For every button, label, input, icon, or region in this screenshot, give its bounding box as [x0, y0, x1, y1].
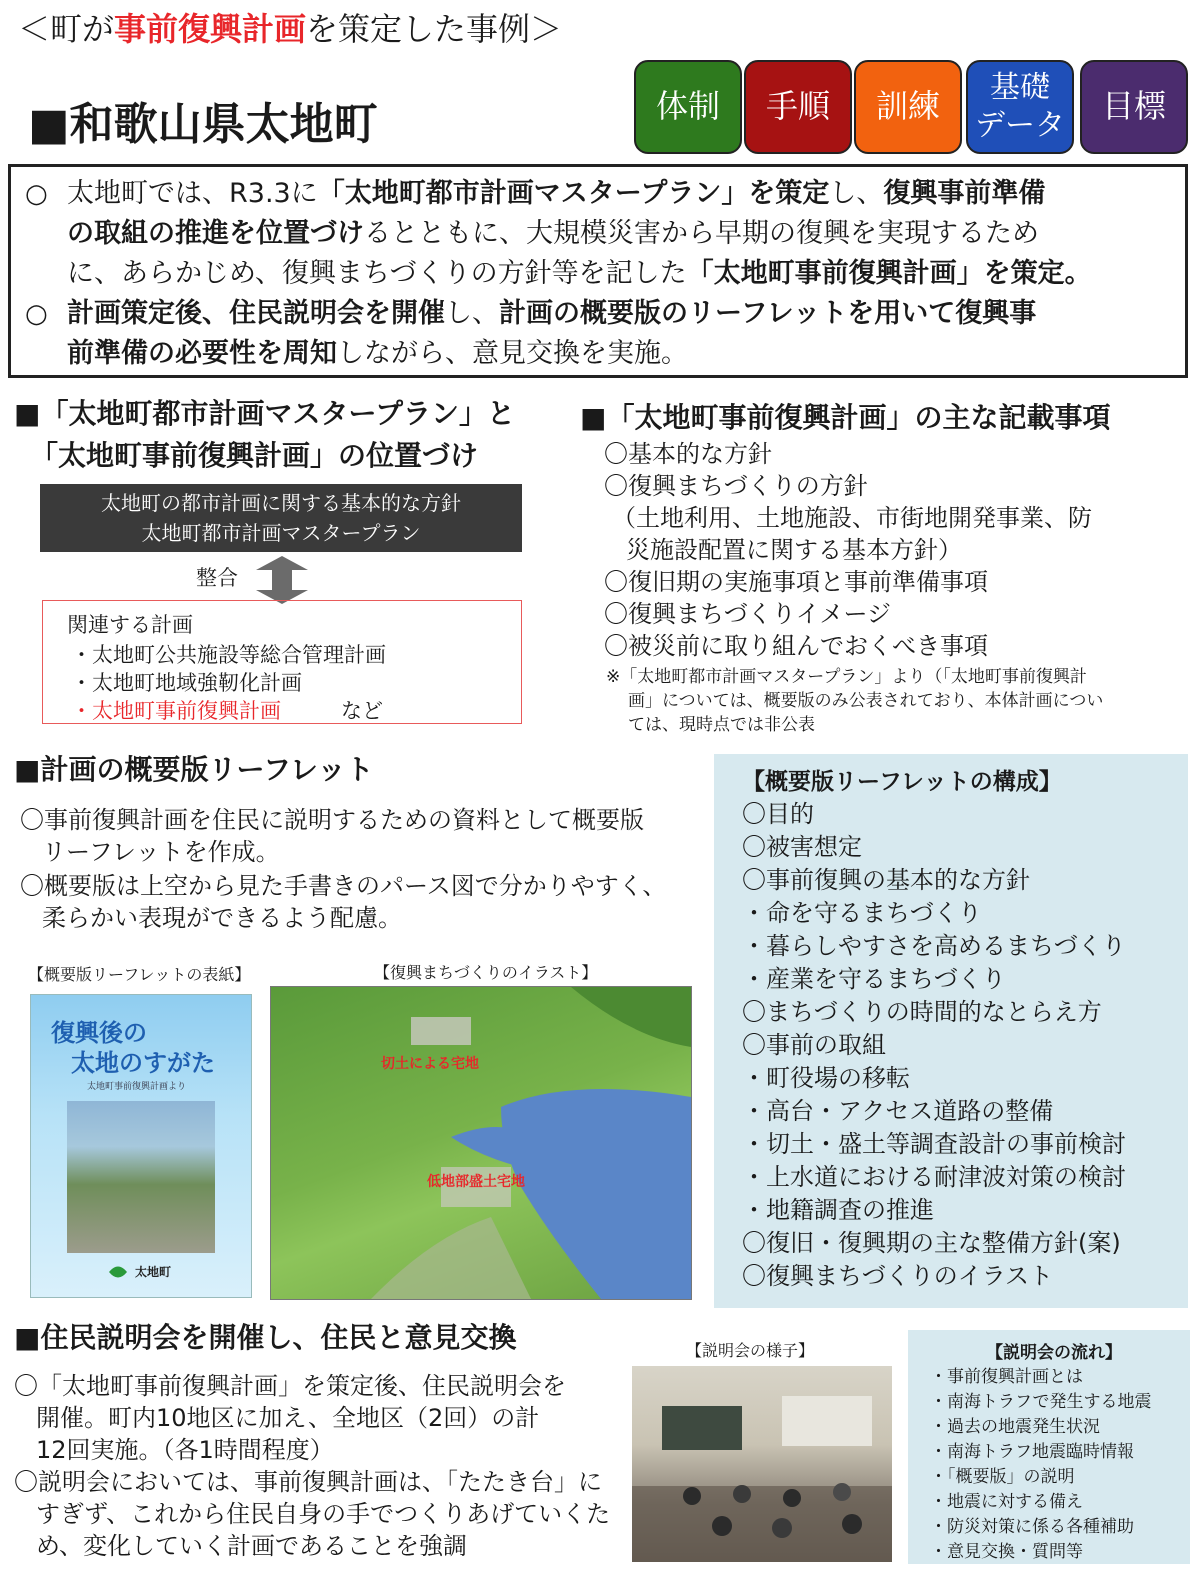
arrow-label: 整合: [196, 566, 238, 590]
leaflet-line: 〇概要版は上空から見た手書きのパース図で分かりやすく、: [20, 872, 667, 900]
structure-item: ・上水道における耐津波対策の検討: [742, 1163, 1126, 1191]
meeting-photo: [632, 1366, 892, 1562]
master-plan-box: 太地町の都市計画に関する基本的な方針 太地町都市計画マスタープラン: [40, 484, 522, 552]
badge-goal: 目標: [1080, 60, 1188, 154]
structure-item: ・地籍調査の推進: [742, 1196, 934, 1224]
meeting-line: め、変化していく計画であることを強調: [36, 1532, 468, 1560]
cover-photo: [67, 1101, 215, 1253]
page-title: ■和歌山県太地町: [28, 99, 378, 150]
item-line: （土地利用、土地施設、市街地開発事業、防: [612, 504, 1092, 532]
item-line: 〇基本的な方針: [604, 440, 772, 468]
related-plan-item: ・太地町公共施設等総合管理計画: [71, 643, 386, 667]
leaflet-line: 柔らかい表現ができるよう配慮。: [42, 904, 402, 932]
flow-item: ・防災対策に係る各種補助: [930, 1517, 1134, 1537]
caption-illust: 【復興まちづくりのイラスト】: [374, 963, 598, 982]
item-line: 〇復旧期の実施事項と事前準備事項: [604, 568, 988, 596]
note-line: ては、現時点では非公表: [628, 715, 815, 735]
related-plans-box: 関連する計画 ・太地町公共施設等総合管理計画 ・太地町地域強靭化計画 ・太地町事前復興計画 など: [42, 600, 522, 724]
related-plan-item-highlight: ・太地町事前復興計画: [71, 699, 281, 723]
flow-item: ・「概要版」の説明: [930, 1467, 1075, 1487]
badge-training: 訓練: [854, 60, 962, 154]
meeting-line: 〇「太地町事前復興計画」を策定後、住民説明会を: [14, 1372, 566, 1400]
flow-item: ・南海トラフで発生する地震: [930, 1392, 1152, 1412]
flow-item: ・意見交換・質問等: [930, 1542, 1083, 1562]
town-illustration: 切土による宅地 低地部盛土宅地: [270, 986, 692, 1300]
badge-basic-data: 基礎 データ: [966, 60, 1074, 154]
structure-item: 〇目的: [742, 800, 814, 828]
flow-item: ・過去の地震発生状況: [930, 1417, 1100, 1437]
leaflet-structure-box: 【概要版リーフレットの構成】 〇目的 〇被害想定 〇事前復興の基本的な方針 ・命を守るまちづくり ・暮らしやすさを高めるまちづくり ・産業を守るまちづくり 〇まちづくりの時間的なとらえ方 〇事前の取組 ・町役場の移転 ・高台・アクセス道路の整備 ・切土・盛土等調査設計の事前検討 ・上水道における耐津波対策の検討 ・地籍調査の推進 〇復旧・復興期の主な整備方針(案) 〇復興まちづくりのイラスト: [714, 754, 1188, 1308]
structure-item: 〇復旧・復興期の主な整備方針(案): [742, 1229, 1121, 1257]
summary-line: 前準備の必要性を周知しながら、意見交換を実施。: [67, 338, 688, 369]
section-heading-items: ■「太地町事前復興計画」の主な記載事項: [580, 401, 1111, 434]
page-header: ＜町が事前復興計画を策定した事例＞: [18, 10, 563, 48]
summary-line: の取組の推進を位置づけるとともに、大規模災害から早期の復興を実現するため: [67, 218, 1039, 249]
structure-item: 〇復興まちづくりのイラスト: [742, 1262, 1054, 1290]
meeting-line: 〇説明会においては、事前復興計画は、「たたき台」に: [14, 1468, 602, 1496]
caption-cover: 【概要版リーフレットの表紙】: [28, 965, 251, 984]
leaflet-line: 〇事前復興計画を住民に説明するための資料として概要版: [20, 806, 644, 834]
note-line: ※「太地町都市計画マスタープラン」より（「太地町事前復興計: [606, 667, 1087, 687]
summary-line: 太地町では、R3.3に「太地町都市計画マスタープラン」を策定し、復興事前準備: [67, 178, 1046, 209]
structure-item: 〇被害想定: [742, 833, 862, 861]
item-line: 災施設配置に関する基本方針）: [626, 536, 962, 564]
note-line: 画」については、概要版のみ公表されており、本体計画につい: [628, 691, 1104, 711]
meeting-line: 12回実施。（各1時間程度）: [36, 1436, 334, 1464]
leaflet-cover-image: 復興後の 太地のすがた 太地町事前復興計画より 太地町: [30, 994, 252, 1298]
town-logo-icon: [107, 1263, 129, 1281]
structure-item: ・命を守るまちづくり: [742, 899, 982, 927]
structure-item: ・町役場の移転: [742, 1064, 910, 1092]
flow-item: ・地震に対する備え: [930, 1492, 1083, 1512]
section-heading-position-2: 「太地町事前復興計画」の位置づけ: [30, 439, 479, 472]
meeting-flow-box: 【説明会の流れ】 ・事前復興計画とは ・南海トラフで発生する地震 ・過去の地震発生状況 ・南海トラフ地震臨時情報 ・「概要版」の説明 ・地震に対する備え ・防災対策に係る各種補助 ・意見交換・質問等: [908, 1330, 1190, 1564]
meeting-line: 開催。町内10地区に加え、全地区（2回）の計: [36, 1404, 540, 1432]
structure-item: 〇事前復興の基本的な方針: [742, 866, 1030, 894]
double-arrow-icon: [256, 556, 308, 604]
badge-procedure: 手順: [744, 60, 852, 154]
structure-item: ・産業を守るまちづくり: [742, 965, 1006, 993]
leaflet-line: リーフレットを作成。: [42, 838, 280, 866]
flow-item: ・事前復興計画とは: [930, 1367, 1083, 1387]
related-etc: など: [341, 699, 383, 723]
section-heading-leaflet: ■計画の概要版リーフレット: [14, 753, 374, 786]
badge-organization: 体制: [634, 60, 742, 154]
illustration-graphics: [271, 987, 691, 1299]
structure-item: ・切土・盛土等調査設計の事前検討: [742, 1130, 1126, 1158]
structure-item: 〇事前の取組: [742, 1031, 886, 1059]
summary-line: に、あらかじめ、復興まちづくりの方針等を記した「太地町事前復興計画」を策定。: [67, 258, 1092, 289]
item-line: 〇被災前に取り組んでおくべき事項: [604, 632, 988, 660]
caption-meeting-photo: 【説明会の様子】: [686, 1341, 815, 1360]
structure-item: 〇まちづくりの時間的なとらえ方: [742, 998, 1102, 1026]
meeting-line: すぎず、これから住民自身の手でつくりあげていくた: [36, 1500, 611, 1528]
section-heading-meeting: ■住民説明会を開催し、住民と意見交換: [14, 1321, 517, 1354]
flow-item: ・南海トラフ地震臨時情報: [930, 1442, 1134, 1462]
item-line: 〇復興まちづくりイメージ: [604, 600, 892, 628]
bullet-circle: ○: [25, 179, 48, 209]
section-heading-position: ■「太地町都市計画マスタープラン」と: [14, 397, 516, 430]
bullet-circle: ○: [25, 299, 48, 329]
structure-item: ・暮らしやすさを高めるまちづくり: [742, 932, 1126, 960]
related-plan-item: ・太地町地域強靭化計画: [71, 671, 302, 695]
item-line: 〇復興まちづくりの方針: [604, 472, 868, 500]
summary-box: [8, 164, 1188, 378]
structure-item: ・高台・アクセス道路の整備: [742, 1097, 1054, 1125]
summary-line: 計画策定後、住民説明会を開催し、計画の概要版のリーフレットを用いて復興事: [67, 298, 1037, 329]
meeting-photo-graphics: [632, 1366, 892, 1562]
